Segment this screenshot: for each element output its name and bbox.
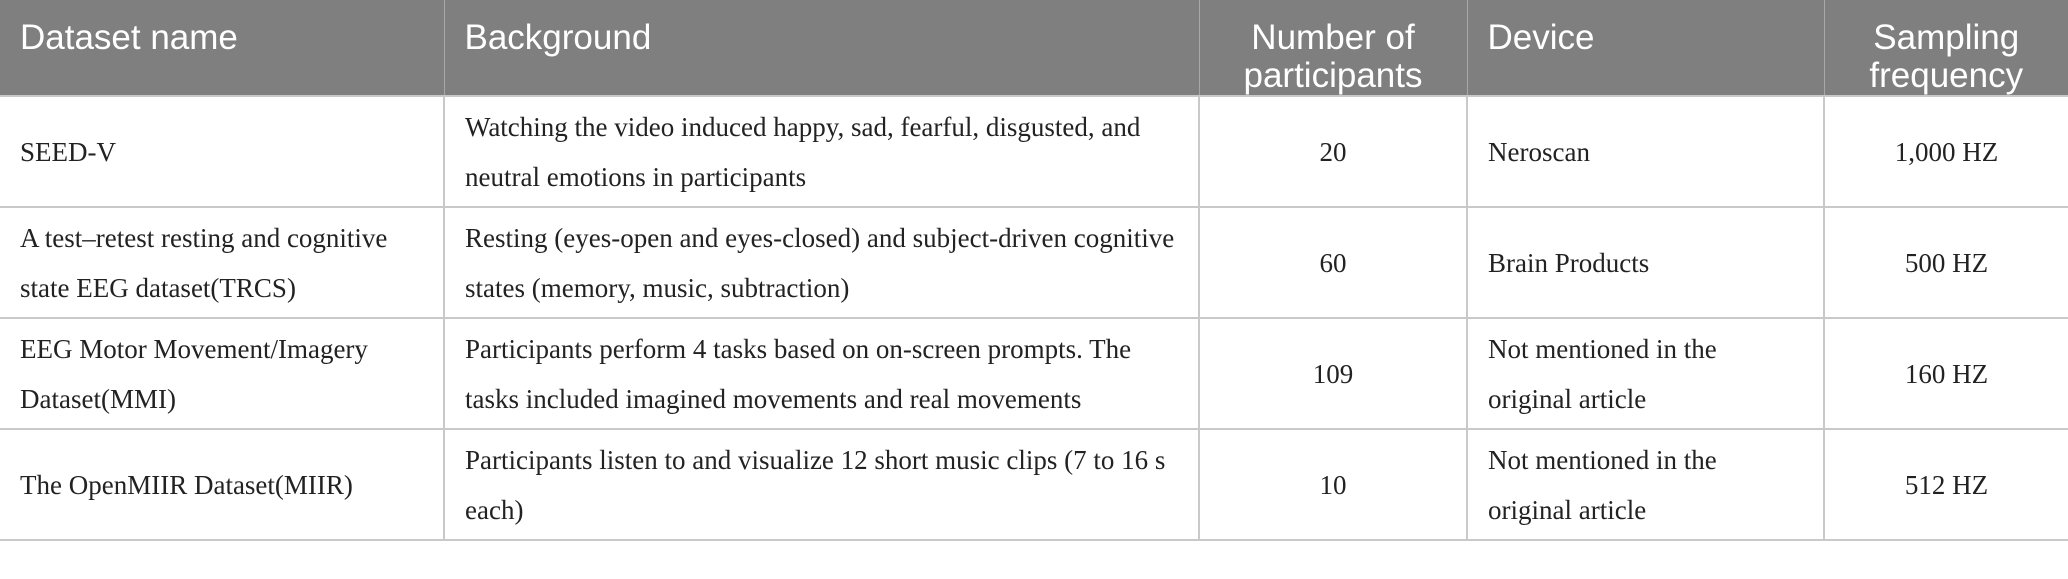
cell-background: Watching the video induced happy, sad, fearful, disgusted, and neutral emotions in participants [444, 96, 1199, 207]
header-sampling-frequency: Sampling frequency [1824, 0, 2068, 96]
cell-participants: 10 [1199, 429, 1467, 540]
cell-participants: 20 [1199, 96, 1467, 207]
cell-background: Participants perform 4 tasks based on on-screen prompts. The tasks included imagined movements and real movements [444, 318, 1199, 429]
cell-participants: 60 [1199, 207, 1467, 318]
table-header [0, 0, 2068, 96]
cell-sampling-frequency: 160 HZ [1824, 318, 2068, 429]
header-number-of-participants: Number of participants [1199, 0, 1467, 96]
header-row [0, 0, 2068, 96]
cell-dataset-name: A test–retest resting and cognitive state EEG dataset(TRCS) [0, 207, 444, 318]
cell-participants: 109 [1199, 318, 1467, 429]
cell-device: Brain Products [1467, 207, 1824, 318]
table-row [0, 207, 2068, 318]
table-body [0, 96, 2068, 540]
cell-device: Not mentioned in the original article [1467, 429, 1824, 540]
table-row [0, 318, 2068, 429]
table-row [0, 429, 2068, 540]
table-row [0, 96, 2068, 207]
cell-device: Not mentioned in the original article [1467, 318, 1824, 429]
cell-device: Neroscan [1467, 96, 1824, 207]
cell-dataset-name: SEED-V [0, 96, 444, 207]
cell-background: Resting (eyes-open and eyes-closed) and subject-driven cognitive states (memory, music, subtraction) [444, 207, 1199, 318]
cell-sampling-frequency: 1,000 HZ [1824, 96, 2068, 207]
cell-sampling-frequency: 500 HZ [1824, 207, 2068, 318]
header-dataset-name: Dataset name [0, 0, 444, 96]
header-device: Device [1467, 0, 1824, 96]
cell-background: Participants listen to and visualize 12 short music clips (7 to 16 s each) [444, 429, 1199, 540]
cell-dataset-name: The OpenMIIR Dataset(MIIR) [0, 429, 444, 540]
cell-sampling-frequency: 512 HZ [1824, 429, 2068, 540]
cell-dataset-name: EEG Motor Movement/Imagery Dataset(MMI) [0, 318, 444, 429]
header-background: Background [444, 0, 1199, 96]
